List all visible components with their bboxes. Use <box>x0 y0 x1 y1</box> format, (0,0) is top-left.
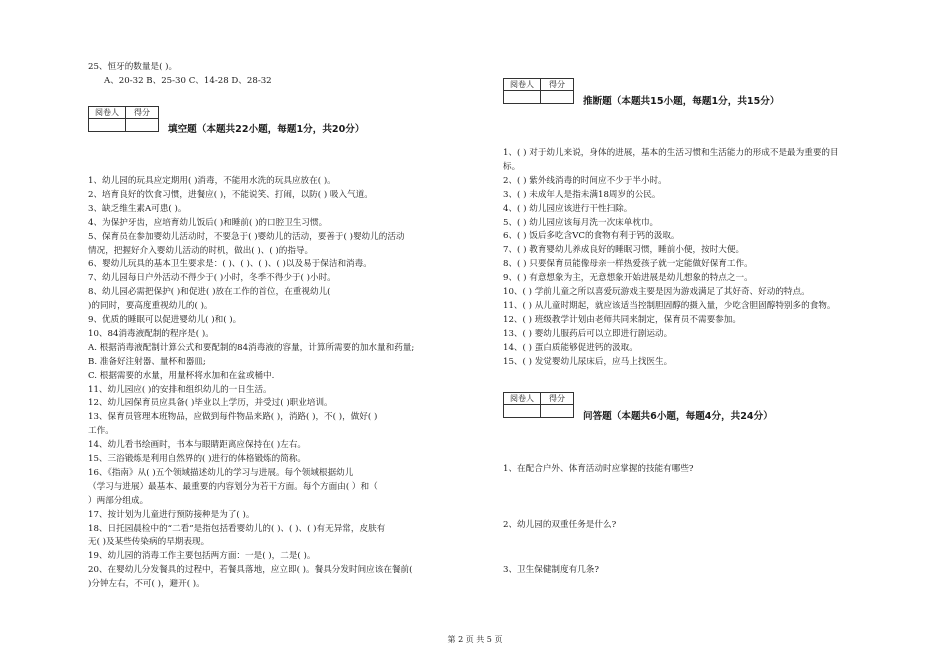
judge-score-box <box>503 78 574 104</box>
grader-cell <box>89 119 126 132</box>
grader-cell <box>504 405 541 418</box>
score-cell <box>126 119 159 132</box>
question-line: 13、( ) 婴幼儿服药后可以立即进行剧运动。 <box>503 328 673 339</box>
question-25-stem: 25、恒牙的数量是( )。 <box>88 62 178 72</box>
grader-label: 阅卷人 <box>89 107 126 119</box>
judge-section-title: 推断题（本题共15小题，每题1分，共15分） <box>583 96 780 107</box>
question-line: 1、( ) 对于幼儿来说，身体的进展，基本的生活习惯和生活能力的形成不是最为重要的目 <box>503 148 839 158</box>
question-line: 12、幼儿园保育员应具备( )毕业以上学历，并受过( )职业培训。 <box>88 398 333 409</box>
question-line: 工作。 <box>88 426 114 437</box>
question-line: 2、( ) 紫外线消毒的时间应不少于半小时。 <box>503 175 667 186</box>
score-label: 得分 <box>541 393 574 405</box>
score-cell <box>541 405 574 418</box>
question-line: 1、幼儿园的玩具应定期用( )消毒，不能用水洗的玩具应放在( )。 <box>88 176 336 186</box>
fill-in-score-box <box>88 106 159 132</box>
score-cell <box>541 91 574 104</box>
question-line: 11、( ) 从儿童时期起，就应该适当控制胆固醇的摄入量，少吃含胆固醇特别多的食物。 <box>503 300 836 311</box>
question-line: 8、( ) 只要保育员能像母亲一样热爱孩子就一定能做好保育工作。 <box>503 259 753 270</box>
question-line: 3、( ) 未成年人是指未满18周岁的公民。 <box>503 189 661 200</box>
question-line: )分钟左右，不可( )，避开( )。 <box>88 579 205 590</box>
page-footer: 第 2 页 共 5 页 <box>447 635 503 644</box>
grader-label: 阅卷人 <box>504 393 541 405</box>
question-line: ）两部分组成。 <box>88 495 149 506</box>
question-line: 4、为保护牙齿，应培育幼儿饭后( )和睡前( )的口腔卫生习惯。 <box>88 217 328 228</box>
question-line: 12、( ) 班级教学计划由老师共同来制定，保育员不需要参加。 <box>503 314 741 325</box>
grader-label: 阅卷人 <box>504 79 541 91</box>
qa-score-box <box>503 392 574 418</box>
question-line: 6、( ) 饭后多吃含VC的食物有利于钙的汲取。 <box>503 231 680 242</box>
question-line: B. 准备好注射器、量杯和器皿; <box>88 356 206 367</box>
question-line: 17、按计划为儿童进行预防接种是为了( )。 <box>88 509 255 520</box>
question-line: 无( )及某些传染病的早期表现。 <box>88 537 210 548</box>
question-line: 15、三浴锻炼是利用自然界的( )进行的体格锻炼的简称。 <box>88 454 307 464</box>
qa-question-2: 2、幼儿园的双重任务是什么? <box>503 520 617 530</box>
question-line: 9、优质的睡眠可以促进婴幼儿( )和( )。 <box>88 315 242 325</box>
question-line: 20、在婴幼儿分发餐具的过程中，若餐具落地，应立即( )。餐具分发时间应该在餐前( <box>88 565 413 576</box>
qa-question-1: 1、在配合户外、体育活动时应掌握的技能有哪些? <box>503 464 694 474</box>
question-line: 情况，把握好介入婴幼儿活动的时机，做出( )、( )的指导。 <box>88 245 314 256</box>
question-line: 14、( ) 蛋白质能够促进钙的汲取。 <box>503 342 638 353</box>
question-line: 16、《指南》从( )五个领域描述幼儿的学习与进展。每个领域根据幼儿 <box>88 467 354 478</box>
question-line: 10、( ) 学前儿童之所以喜爱玩游戏主要是因为游戏满足了其好奇、好动的特点。 <box>503 287 810 297</box>
question-line: 10、84消毒液配制的程序是( )。 <box>88 328 214 339</box>
question-line: )的同时，要高度重视幼儿的( )。 <box>88 301 213 312</box>
question-line: 8、幼儿园必需把保护( )和促进( )放在工作的首位，在重视幼儿( <box>88 287 331 298</box>
question-line: A. 根据消毒液配制计算公式和要配制的84消毒液的容量，计算所需要的加水量和药量; <box>88 342 415 353</box>
grader-cell <box>504 91 541 104</box>
question-line: 2、培育良好的饮食习惯，进餐应( )，不能说笑、打闹，以防( ) 吸入气道。 <box>88 189 373 200</box>
question-25-options: A、20-32 B、25-30 C、14-28 D、28-32 <box>104 76 272 86</box>
question-line: 14、幼儿看书绘画时，书本与眼睛距离应保持在( )左右。 <box>88 440 307 451</box>
question-line: 11、幼儿园应( )的安排和组织幼儿的一日生活。 <box>88 384 272 395</box>
question-line: （学习与进展）最基本、最重要的内容划分为若干方面。每个方面由( ）和（ <box>88 481 378 492</box>
qa-question-3: 3、卫生保健制度有几条? <box>503 565 600 575</box>
score-label: 得分 <box>541 79 574 91</box>
question-line: 标。 <box>503 161 521 172</box>
question-line: C. 根据需要的水量，用量杯将水加和在盆或桶中. <box>88 370 275 381</box>
question-line: 3、缺乏维生素A可患( )。 <box>88 203 187 214</box>
question-line: 9、( ) 有意想象为主，无意想象开始进展是幼儿想象的特点之一。 <box>503 273 753 284</box>
question-line: 15、( ) 发觉婴幼儿尿床后，应马上找医生。 <box>503 356 673 367</box>
question-line: 4、( ) 幼儿园应该进行干性扫除。 <box>503 203 633 214</box>
question-line: 18、日托园晨检中的“二看”是指包括看婴幼儿的( )、( )、( )有无异常，皮肤有 <box>88 523 386 534</box>
question-line: 5、( ) 幼儿园应该每月洗一次床单枕巾。 <box>503 217 659 228</box>
question-line: 19、幼儿园的消毒工作主要包括两方面：一是( )，二是( )。 <box>88 551 316 562</box>
score-label: 得分 <box>126 107 159 119</box>
question-line: 5、保育员在参加婴幼儿活动时，不要急于( )婴幼儿的活动，要善于( )婴幼儿的活动 <box>88 231 405 242</box>
question-line: 7、( ) 教育婴幼儿养成良好的睡眠习惯，睡前小便，按时大便。 <box>503 245 745 256</box>
question-line: 7、幼儿园每日户外活动不得少于( )小时，冬季不得少于( )小时。 <box>88 273 336 284</box>
question-line: 6、婴幼儿玩具的基本卫生要求是：( )、( )、( )、( )以及易于保洁和消毒。 <box>88 259 372 270</box>
qa-section-title: 问答题（本题共6小题，每题4分，共24分） <box>583 411 773 422</box>
question-line: 13、保育员管理本班物品，应做到每件物品来路( )，消路( )，不( )，做好( ) <box>88 412 378 423</box>
fill-in-section-title: 填空题（本题共22小题，每题1分，共20分） <box>168 124 365 135</box>
